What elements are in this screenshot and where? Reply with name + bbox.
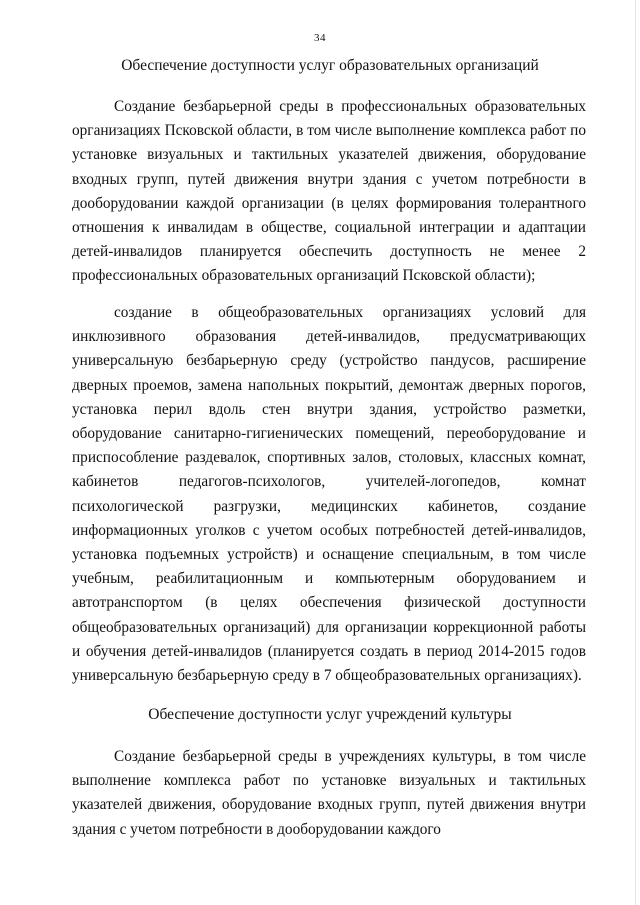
paragraph-professional-orgs: Создание безбарьерной среды в профессиональных образовательных организациях Псковской области, в том числе выполнение комплекса работ по установке визуальных и тактильных указателей движения, оборудование входных групп, путей движения внутри здания с учетом потребности в дооборудовании каждой организации (в целях формирования толерантного отношения к инвалидам в обществе, социальной интеграции и адаптации детей-инвалидов планируется обеспечить доступность не менее 2 профессиональных образовательных организаций Псковской области);: [72, 98, 586, 285]
page-number: 34: [314, 32, 326, 44]
section-heading-culture: Обеспечение доступности услуг учреждений культуры: [148, 706, 512, 723]
paragraph-culture-institutions: Создание безбарьерной среды в учреждениях культуры, в том числе выполнение комплекса работ по установке визуальных и тактильных указателей движения, оборудование входных групп, путей движения внутри здания с учетом потребности в дооборудовании каждого: [72, 748, 586, 838]
section-heading-education: Обеспечение доступности услуг образовательных организаций: [121, 57, 539, 74]
paragraph-general-education-orgs: создание в общеобразовательных организациях условий для инклюзивного образования детей-инвалидов, предусматривающих универсальную безбарьерную среду (устройство пандусов, расширение дверных проемов, замена напольных покрытий, демонтаж дверных порогов, установка перил вдоль стен внутри здания, устройство разметки, оборудование санитарно-гигиенических помещений, переоборудование и приспособление раздевалок, спортивных залов, столовых, классных комнат, кабинетов педагогов-психологов, учителей-логопедов, комнат психологической разгрузки, медицинских кабинетов, создание информационных уголков с учетом особых потребностей детей-инвалидов, установка подъемных устройств) и оснащение специальным, в том числе учебным, реабилитационным и компьютерным оборудованием и автотранспортом (в целях обеспечения физической доступности общеобразовательных организаций) для организации коррекционной работы и обучения детей-инвалидов (планируется создать в период 2014-2015 годов универсальную безбарьерную среду в 7 общеобразовательных организациях).: [72, 304, 586, 685]
scan-edge-line: [635, 0, 636, 905]
